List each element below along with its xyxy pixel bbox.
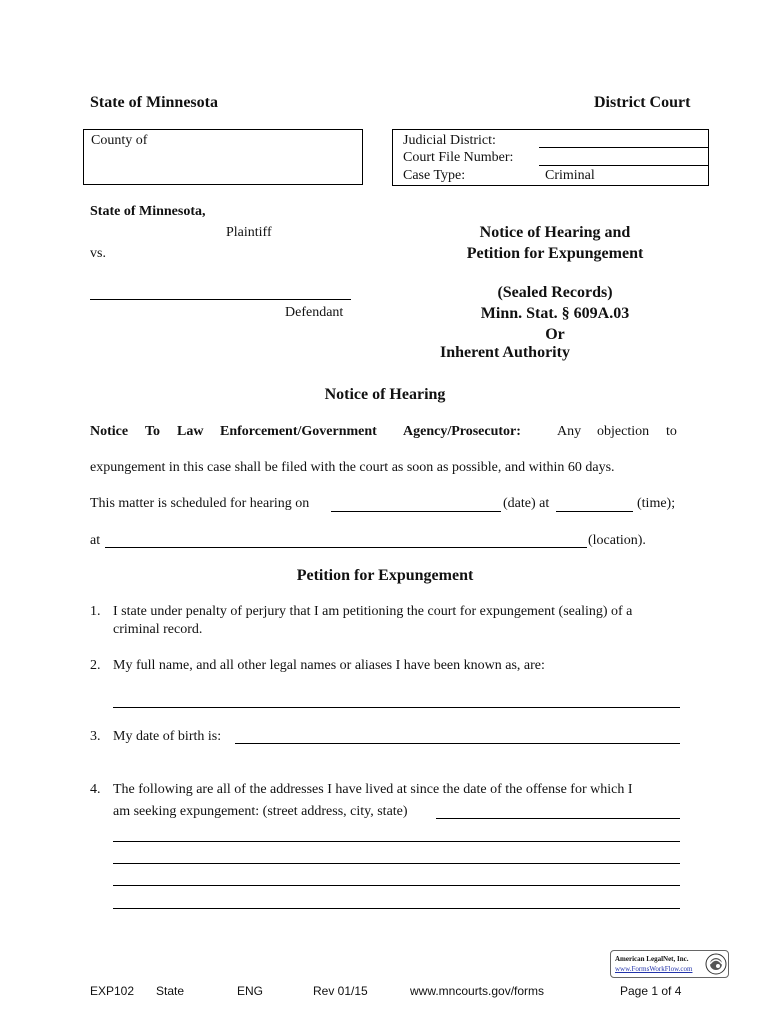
court-file-number-field[interactable] <box>539 165 708 166</box>
notice-word: objection <box>597 424 650 439</box>
item-4-number: 4. <box>90 782 101 797</box>
case-type-value: Criminal <box>545 168 595 183</box>
footer-revision: Rev 01/15 <box>313 984 368 998</box>
item-3-number: 3. <box>90 729 101 744</box>
hearing-date-field[interactable] <box>331 511 501 512</box>
address-field-2[interactable] <box>113 841 680 842</box>
document-title <box>440 222 670 264</box>
item-1-line-2: criminal record. <box>113 622 203 637</box>
notice-line-2: expungement in this case shall be filed with the court as soon as possible, and within 60 days. <box>90 460 615 475</box>
address-field-4[interactable] <box>113 885 680 886</box>
state-heading: State of Minnesota <box>90 94 218 111</box>
notice-word: Any <box>557 424 582 439</box>
legalnet-name: American LegalNet, Inc. <box>615 955 689 963</box>
address-field-5[interactable] <box>113 908 680 909</box>
vs-label: vs. <box>90 246 106 261</box>
footer-language: ENG <box>237 984 264 998</box>
hearing-date-text: This matter is scheduled for hearing on <box>90 496 310 511</box>
hearing-date-suffix: (date) at <box>503 496 550 511</box>
item-1-line-1: I state under penalty of perjury that I am petitioning the court for expungement (sealing) of a <box>113 604 633 619</box>
judicial-district-label: Judicial District: <box>403 133 496 148</box>
judicial-district-field[interactable] <box>539 147 708 148</box>
title-line-3: (Sealed Records) <box>497 284 613 301</box>
footer-page-number: Page 1 of 4 <box>620 984 682 998</box>
item-1-number: 1. <box>90 604 101 619</box>
defendant-name-field[interactable] <box>90 299 351 300</box>
court-heading: District Court <box>594 94 691 111</box>
location-prefix: at <box>90 533 101 548</box>
title-line-6: Inherent Authority <box>440 344 570 361</box>
address-field-1[interactable] <box>436 818 680 819</box>
title-line-1: Notice of Hearing and <box>479 224 631 241</box>
notice-word: Law <box>177 424 204 439</box>
full-name-field[interactable] <box>113 707 680 708</box>
petition-heading: Petition for Expungement <box>296 567 474 584</box>
item-2-number: 2. <box>90 658 101 673</box>
notice-word: to <box>666 424 677 439</box>
hearing-time-field[interactable] <box>556 511 633 512</box>
title-line-4: Minn. Stat. § 609A.03 <box>480 305 630 322</box>
notice-word: Enforcement/Government <box>220 424 377 439</box>
county-label: County of <box>91 133 148 148</box>
item-4-line-2: am seeking expungement: (street address, city, state) <box>113 804 408 819</box>
hearing-time-suffix: (time); <box>637 496 676 511</box>
county-box <box>83 129 363 185</box>
document-subtitle <box>440 282 670 345</box>
footer-state: State <box>156 984 185 998</box>
item-4-line-1: The following are all of the addresses I have lived at since the date of the offense for which I <box>113 782 633 797</box>
plaintiff-label: Plaintiff <box>226 225 272 240</box>
court-file-number-label: Court File Number: <box>403 150 514 165</box>
notice-word: To <box>145 424 161 439</box>
notice-word: Notice <box>90 424 129 439</box>
case-info-box <box>392 129 709 186</box>
address-field-3[interactable] <box>113 863 680 864</box>
footer-form-code: EXP102 <box>90 984 135 998</box>
case-type-label: Case Type: <box>403 168 466 183</box>
footer-url[interactable]: www.mncourts.gov/forms <box>410 984 545 998</box>
item-3-text: My date of birth is: <box>113 729 222 744</box>
title-line-2: Petition for Expungement <box>466 245 644 262</box>
date-of-birth-field[interactable] <box>235 743 680 744</box>
item-2-text: My full name, and all other legal names or aliases I have been known as, are: <box>113 658 545 673</box>
legalnet-logo-icon <box>705 953 727 975</box>
title-line-5: Or <box>545 326 565 343</box>
notice-word: Agency/Prosecutor: <box>403 424 521 439</box>
legalnet-url[interactable]: www.FormsWorkFlow.com <box>615 965 693 973</box>
location-suffix: (location). <box>588 533 646 548</box>
defendant-label: Defendant <box>285 305 344 320</box>
notice-heading: Notice of Hearing <box>324 386 446 403</box>
plaintiff-name: State of Minnesota, <box>90 204 206 219</box>
hearing-location-field[interactable] <box>105 547 587 548</box>
legalnet-badge <box>610 950 729 978</box>
